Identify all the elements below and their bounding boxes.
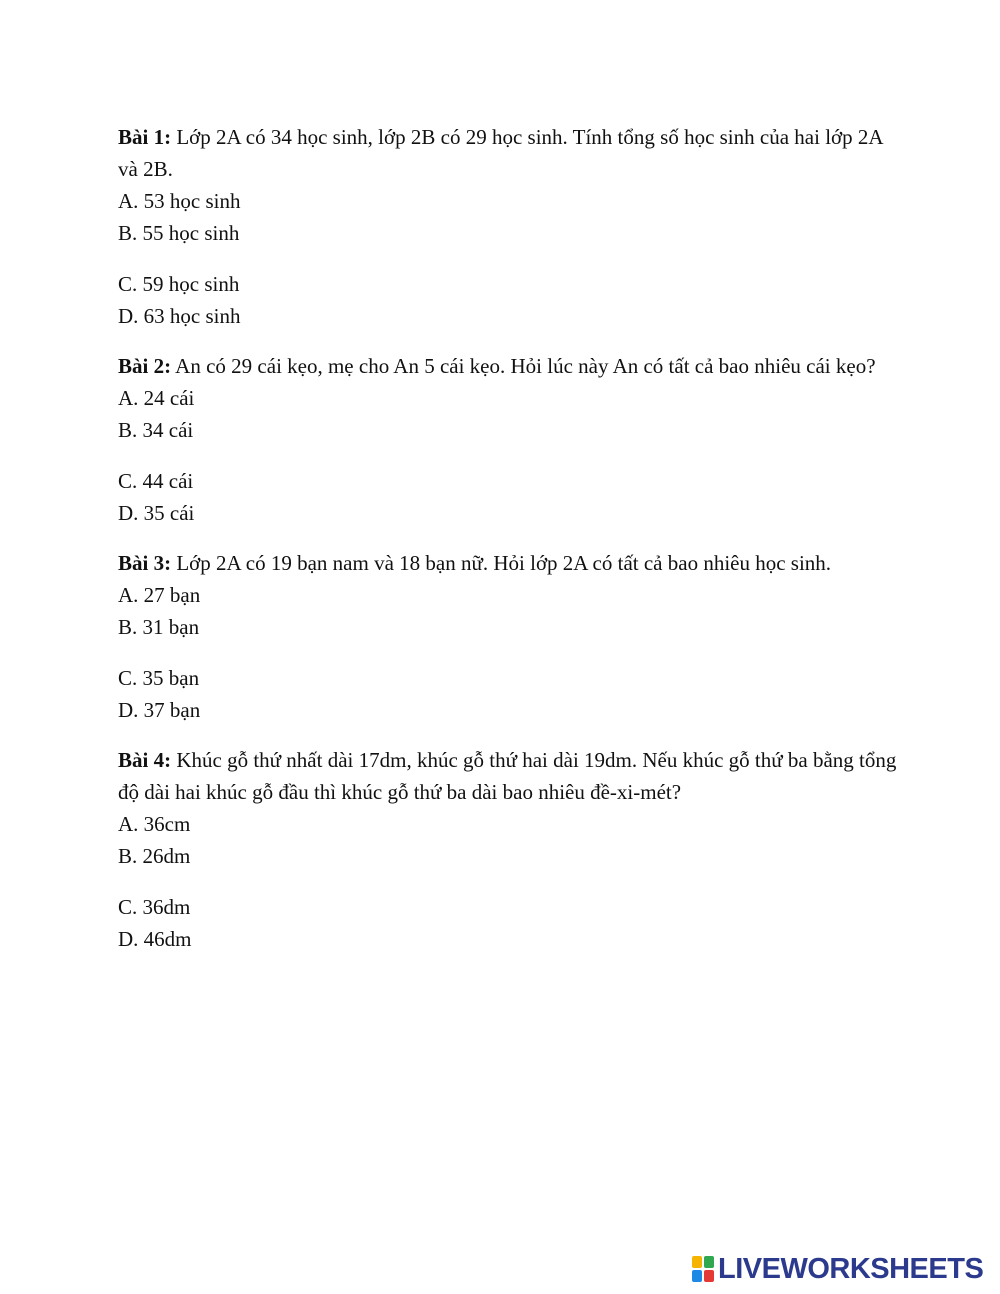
- question-body: Lớp 2A có 19 bạn nam và 18 bạn nữ. Hỏi lớp 2A có tất cả bao nhiêu học sinh.: [171, 551, 832, 575]
- answer-option-c[interactable]: C. 36dm: [118, 895, 191, 919]
- brand-name: LIVEWORKSHEETS: [718, 1252, 984, 1285]
- answer-option-c[interactable]: C. 59 học sinh: [118, 272, 240, 296]
- question-body: An có 29 cái kẹo, mẹ cho An 5 cái kẹo. Hỏi lúc này An có tất cả bao nhiêu cái kẹo?: [171, 354, 876, 378]
- answer-option-c[interactable]: C. 35 bạn: [118, 666, 200, 690]
- answer-option-d[interactable]: D. 63 học sinh: [118, 304, 241, 328]
- question-body: Lớp 2A có 34 học sinh, lớp 2B có 29 học sinh. Tính tổng số học sinh của hai lớp 2A và 2B.: [118, 125, 883, 181]
- answer-option-b[interactable]: B. 26dm: [118, 844, 191, 868]
- logo-square-4: [704, 1270, 714, 1282]
- question-label: Bài 3:: [118, 551, 172, 575]
- answer-option-a[interactable]: A. 36cm: [118, 812, 191, 836]
- question-text: [118, 547, 898, 579]
- answer-option-c[interactable]: C. 44 cái: [118, 469, 194, 493]
- answer-option-d[interactable]: D. 35 cái: [118, 501, 195, 525]
- logo-square-2: [704, 1256, 714, 1268]
- worksheet-content: [118, 121, 898, 973]
- answer-option-b[interactable]: B. 31 bạn: [118, 615, 200, 639]
- answer-option-b[interactable]: B. 34 cái: [118, 418, 194, 442]
- liveworksheets-logo-icon: [692, 1256, 714, 1282]
- answer-option-a[interactable]: A. 27 bạn: [118, 583, 201, 607]
- question-text: [118, 350, 898, 382]
- question-body: Khúc gỗ thứ nhất dài 17dm, khúc gỗ thứ hai dài 19dm. Nếu khúc gỗ thứ ba bằng tổng độ dài hai khúc gỗ đầu thì khúc gỗ thứ ba dài bao nhiêu đề-xi-mét?: [118, 748, 897, 804]
- answer-option-d[interactable]: D. 46dm: [118, 927, 192, 951]
- question-2: [118, 350, 898, 529]
- question-1: [118, 121, 898, 332]
- question-text: [118, 121, 898, 185]
- answer-option-b[interactable]: B. 55 học sinh: [118, 221, 240, 245]
- logo-square-1: [692, 1256, 702, 1268]
- question-4: [118, 744, 898, 955]
- answer-option-d[interactable]: D. 37 bạn: [118, 698, 201, 722]
- question-3: [118, 547, 898, 726]
- question-label: Bài 1:: [118, 125, 172, 149]
- question-label: Bài 4:: [118, 748, 172, 772]
- logo-square-3: [692, 1270, 702, 1282]
- liveworksheets-brand: [692, 1253, 983, 1285]
- answer-option-a[interactable]: A. 53 học sinh: [118, 189, 241, 213]
- answer-option-a[interactable]: A. 24 cái: [118, 386, 195, 410]
- question-text: [118, 744, 898, 808]
- question-label: Bài 2:: [118, 354, 172, 378]
